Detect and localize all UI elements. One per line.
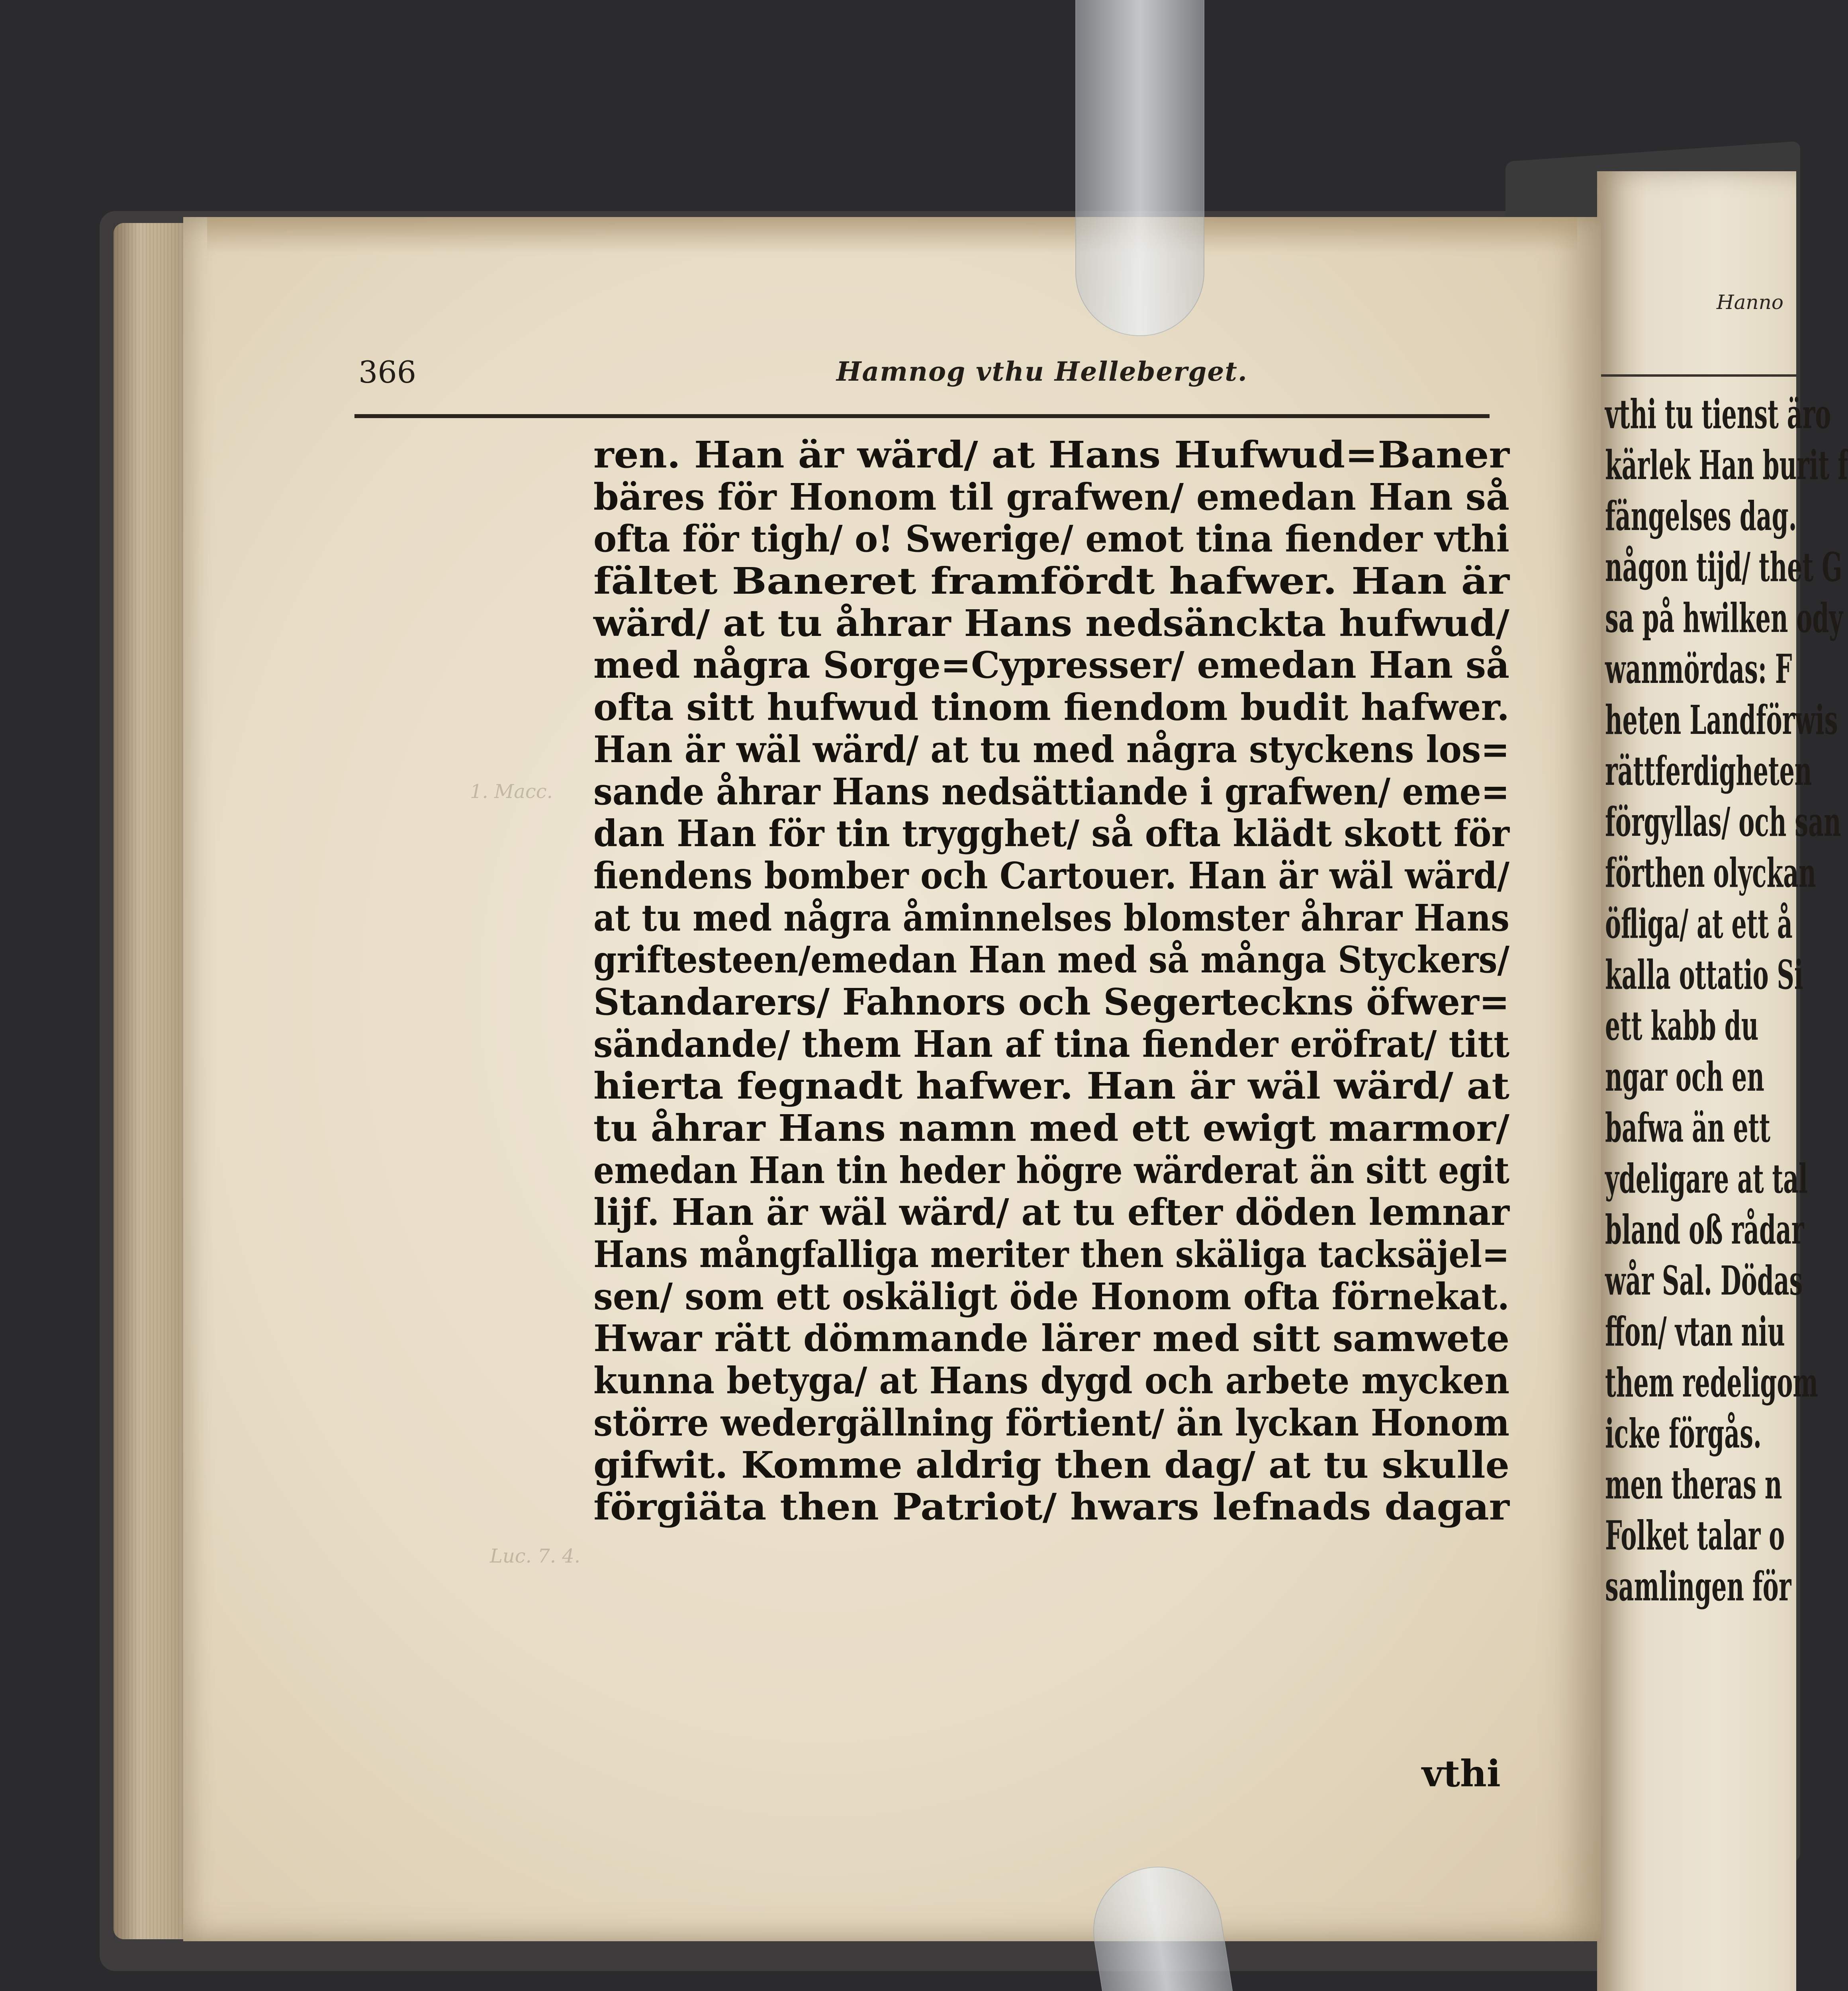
- text-line: [593, 434, 1509, 476]
- facing-page-line: fängelses dag.: [1605, 493, 1797, 540]
- text-line: [593, 602, 1509, 645]
- text-line: [593, 855, 1509, 897]
- facing-page-line: icke förgås.: [1605, 1410, 1762, 1457]
- margin-note: 1. Macc.: [470, 780, 553, 803]
- text-line-content: kunna betyga/ at Hans dygd och arbete mycken: [593, 1359, 1509, 1402]
- facing-page-line: någon tijd/ thet G: [1605, 544, 1842, 591]
- facing-page-line: kalla ottatio Si: [1605, 951, 1803, 998]
- text-line: [593, 476, 1509, 518]
- running-title: Hamnog vthu Helleberget.: [836, 356, 1248, 387]
- text-line: [593, 686, 1509, 729]
- page-number: 366: [358, 354, 417, 390]
- facing-page-line: bland oß rådar: [1605, 1206, 1804, 1253]
- text-line-content: fältet Baneret framfördt hafwer. Han är: [593, 559, 1509, 603]
- text-line: [593, 1444, 1509, 1486]
- facing-page-line: samlingen för: [1605, 1563, 1791, 1610]
- facing-page-line: ffon/ vtan niu: [1605, 1308, 1785, 1355]
- text-line: [593, 518, 1509, 560]
- text-line-content: bäres för Honom til grafwen/ emedan Han så: [593, 475, 1509, 518]
- text-line: [593, 1486, 1509, 1528]
- text-line: [593, 1360, 1509, 1402]
- text-line: [593, 644, 1509, 686]
- text-line-content: ren. Han är wärd/ at Hans Hufwud=Baner: [593, 433, 1509, 476]
- facing-page: [1597, 171, 1848, 1991]
- text-line: [593, 897, 1509, 939]
- facing-page-line: kärlek Han burit f: [1605, 442, 1848, 489]
- text-line-content: wärd/ at tu åhrar Hans nedsänckta hufwud/: [593, 601, 1509, 645]
- body-text: [593, 434, 1509, 1528]
- text-line-content: ofta för tigh/ o! Swerige/ emot tina fiender vthi: [593, 517, 1509, 561]
- facing-page-header: Hanno: [1717, 291, 1783, 314]
- facing-page-line: wår Sal. Dödas: [1605, 1257, 1803, 1304]
- margin-note: Luc. 7. 4.: [490, 1545, 581, 1567]
- text-line-content: emedan Han tin heder högre wärderat än sitt egit: [593, 1148, 1509, 1192]
- text-line: [593, 1276, 1509, 1318]
- text-line-content: fiendens bomber och Cartouer. Han är wäl wärd/: [593, 854, 1509, 897]
- facing-page-rule: [1601, 374, 1796, 377]
- page-top-wear: [207, 217, 1577, 253]
- top-page-clip: [1075, 0, 1204, 336]
- facing-page-line: ngar och en: [1605, 1053, 1764, 1100]
- facing-page-line: bafwa än ett: [1605, 1104, 1771, 1151]
- text-line-content: griftesteen/emedan Han med så många Styckers/: [593, 938, 1509, 982]
- facing-page-line: them redeligom: [1605, 1359, 1818, 1406]
- text-line-content: ofta sitt hufwud tinom fiendom budit hafwer.: [593, 686, 1509, 729]
- facing-page-line: förthen olyckan: [1605, 849, 1816, 896]
- text-line-content: dan Han för tin trygghet/ så ofta klädt skott för: [593, 812, 1509, 855]
- text-line: [593, 1191, 1509, 1234]
- text-line: [593, 981, 1509, 1023]
- text-line-content: Hans mångfalliga meriter then skäliga tacksäjel=: [593, 1233, 1509, 1276]
- text-line: [593, 1150, 1509, 1192]
- text-line-content: sande åhrar Hans nedsättiande i grafwen/ eme=: [593, 770, 1509, 813]
- text-line-content: tu åhrar Hans namn med ett ewigt marmor/: [593, 1107, 1509, 1150]
- facing-page-line: wanmördas: F: [1605, 645, 1792, 692]
- text-line-content: större wedergällning förtient/ än lyckan Honom: [593, 1401, 1509, 1444]
- text-line-content: Han är wäl wärd/ at tu med några styckens los=: [593, 728, 1509, 771]
- text-line-content: förgiäta then Patriot/ hwars lefnads dagar: [593, 1485, 1509, 1529]
- facing-page-line: förgyllas/ och san: [1605, 798, 1841, 845]
- text-line-content: Standarers/ Fahnors och Segerteckns öfwer=: [593, 980, 1509, 1023]
- facing-page-line: sa på hwilken ody: [1605, 595, 1843, 642]
- text-line-content: hierta fegnadt hafwer. Han är wäl wärd/ at: [593, 1064, 1509, 1108]
- running-head: [358, 354, 1521, 398]
- text-line-content: sändande/ them Han af tina fiender eröfrat/ titt: [593, 1022, 1509, 1066]
- text-line: [593, 1234, 1509, 1276]
- facing-page-line: ydeligare at tal: [1605, 1155, 1808, 1202]
- text-line-content: at tu med några åminnelses blomster åhrar Hans: [593, 896, 1509, 939]
- text-line: [593, 1107, 1509, 1150]
- text-line: [593, 1023, 1509, 1066]
- text-line: [593, 813, 1509, 855]
- text-line-content: lijf. Han är wäl wärd/ at tu efter döden lemnar: [593, 1191, 1509, 1234]
- facing-page-line: vthi tu tienst äro: [1605, 391, 1831, 438]
- text-line-content: sen/ som ett oskäligt öde Honom ofta förnekat.: [593, 1275, 1509, 1318]
- text-line-content: Hwar rätt dömmande lärer med sitt samwete: [593, 1317, 1509, 1360]
- facing-page-line: öfliga/ at ett å: [1605, 900, 1793, 947]
- text-line: [593, 1065, 1509, 1107]
- text-line: [593, 729, 1509, 771]
- facing-page-line: ett kabb du: [1605, 1002, 1759, 1049]
- facing-page-line: rättferdigheten: [1605, 747, 1812, 794]
- facing-page-line: men theras n: [1605, 1461, 1782, 1508]
- text-line-content: med några Sorge=Cypresser/ emedan Han så: [593, 643, 1509, 687]
- facing-page-line: heten Landförwis: [1605, 696, 1838, 743]
- text-line: [593, 1318, 1509, 1360]
- catchword: vthi: [1422, 1752, 1501, 1795]
- text-line-content: gifwit. Komme aldrig then dag/ at tu skulle: [593, 1443, 1509, 1486]
- text-line: [593, 771, 1509, 813]
- text-line: [593, 939, 1509, 981]
- facing-page-line: Folket talar o: [1605, 1512, 1785, 1559]
- text-line: [593, 560, 1509, 602]
- text-line: [593, 1402, 1509, 1444]
- header-rule: [354, 414, 1490, 418]
